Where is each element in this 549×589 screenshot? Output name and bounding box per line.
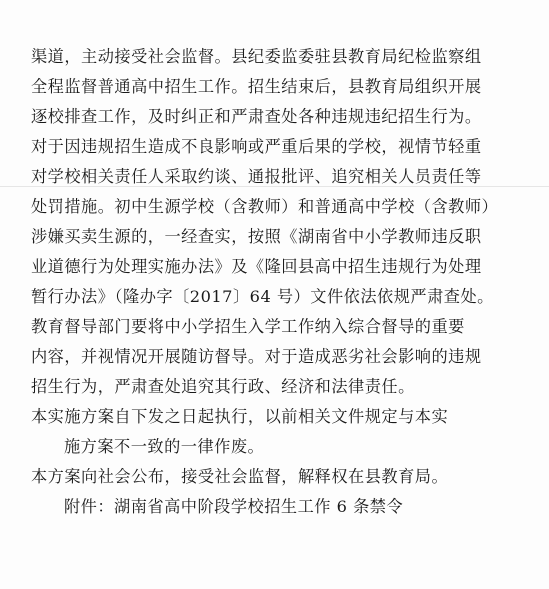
body-text-line: 业道德行为处理实施办法》及《隆回县高中招生违规行为处理 xyxy=(31,257,482,276)
body-text-line: 对学校相关责任人采取约谈、通报批评、追究相关人员责任等 xyxy=(31,167,482,186)
paragraph-effective-date-cont: 施方案不一致的一律作废。 xyxy=(64,437,265,456)
body-text-line: 涉嫌买卖生源的，一经查实，按照《湖南省中小学教师违反职 xyxy=(31,227,482,246)
body-text-line: 内容，并视情况开展随访督导。对于造成恶劣社会影响的违规 xyxy=(31,347,482,366)
body-text-line: 全程监督普通高中招生工作。招生结束后，县教育局组织开展 xyxy=(31,77,482,96)
paragraph-publication: 本方案向社会公布，接受社会监督，解释权在县教育局。 xyxy=(31,467,449,486)
body-text-line: 处罚措施。初中生源学校（含教师）和普通高中学校（含教师） xyxy=(31,197,499,216)
body-text-line: 渠道，主动接受社会监督。县纪委监委驻县教育局纪检监察组 xyxy=(31,47,482,66)
body-text-line: 对于因违规招生造成不良影响或严重后果的学校，视情节轻重 xyxy=(31,137,482,156)
attachment-line: 附件：湖南省高中阶段学校招生工作 6 条禁令 xyxy=(64,497,404,516)
body-text-line: 暂行办法》（隆办字〔2017〕64 号）文件依法依规严肃查处。 xyxy=(31,287,494,306)
body-text-line: 招生行为，严肃查处追究其行政、经济和法律责任。 xyxy=(31,377,415,396)
body-text-line: 逐校排查工作，及时纠正和严肃查处各种违规违纪招生行为。 xyxy=(31,107,482,126)
body-text-line: 教育督导部门要将中小学招生入学工作纳入综合督导的重要 xyxy=(31,317,465,336)
paragraph-effective-date: 本实施方案自下发之日起执行，以前相关文件规定与本实 xyxy=(31,407,449,426)
